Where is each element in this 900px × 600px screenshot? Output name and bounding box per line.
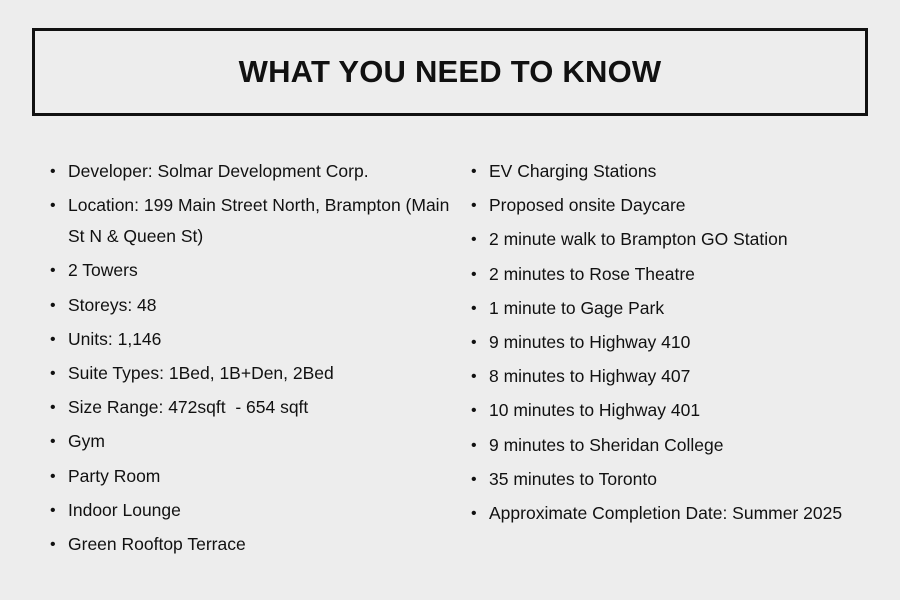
list-item-text: 8 minutes to Highway 407 — [489, 366, 691, 387]
list-item-text: 2 minute walk to Brampton GO Station — [489, 229, 788, 250]
list-item-text: Developer: Solmar Development Corp. — [68, 161, 369, 181]
list-item-text: Storeys: 48 — [68, 294, 157, 315]
right-feature-list — [471, 156, 851, 532]
bullet-icon: • — [50, 262, 56, 280]
bullet-icon: • — [50, 467, 56, 485]
list-item-text: 10 minutes to Highway 401 — [489, 400, 701, 421]
list-item-text: Size Range: 472sqft - 654 sqft — [68, 397, 309, 418]
bullet-icon: • — [50, 501, 56, 519]
list-item — [471, 464, 851, 495]
title-box — [32, 28, 868, 116]
list-item — [50, 324, 450, 355]
list-item-text: 35 minutes to Toronto — [489, 468, 657, 489]
left-feature-list — [50, 156, 450, 563]
list-item-text: 9 minutes to Highway 410 — [489, 331, 691, 352]
list-item-text: Approximate Completion Date: Summer 2025 — [489, 502, 843, 523]
list-item-text: 1 minute to Gage Park — [489, 297, 665, 318]
list-item — [471, 327, 851, 358]
bullet-icon: • — [50, 535, 56, 553]
list-item — [50, 392, 450, 423]
list-item — [471, 156, 851, 187]
list-item — [50, 426, 450, 457]
bullet-icon: • — [471, 333, 477, 351]
bullet-icon: • — [471, 197, 477, 215]
bullet-icon: • — [50, 163, 56, 180]
list-item-text: Suite Types: 1Bed, 1B+Den, 2Bed — [68, 362, 334, 383]
list-item — [50, 290, 450, 321]
bullet-icon: • — [50, 330, 56, 348]
bullet-icon: • — [471, 470, 477, 488]
list-item — [50, 461, 450, 492]
list-item — [50, 358, 450, 389]
list-item — [471, 498, 851, 529]
bullet-icon: • — [50, 364, 56, 382]
list-item — [471, 259, 851, 290]
list-item-text: Gym — [68, 431, 105, 452]
bullet-icon: • — [471, 231, 477, 249]
list-item-text: Location: 199 Main Street North, Brampton (Main St N & Queen St) — [68, 195, 450, 247]
list-item — [471, 430, 851, 461]
list-item-text: Green Rooftop Terrace — [68, 533, 246, 554]
list-item — [471, 190, 851, 221]
bullet-icon: • — [471, 504, 477, 522]
bullet-icon: • — [50, 197, 56, 215]
bullet-icon: • — [50, 296, 56, 314]
list-item-text: 2 Towers — [68, 260, 138, 281]
bullet-icon: • — [471, 163, 477, 180]
bullet-icon: • — [471, 436, 477, 454]
bullet-icon: • — [471, 368, 477, 386]
list-item-text: Proposed onsite Daycare — [489, 195, 686, 216]
bullet-icon: • — [471, 265, 477, 283]
bullet-icon: • — [50, 399, 56, 417]
list-item — [471, 361, 851, 392]
list-item-text: Party Room — [68, 465, 161, 486]
list-item — [50, 156, 450, 187]
list-item-text: Units: 1,146 — [68, 328, 162, 349]
list-item-text: 9 minutes to Sheridan College — [489, 434, 724, 455]
list-item — [471, 224, 851, 255]
list-item-text: Indoor Lounge — [68, 499, 181, 520]
page-title: WHAT YOU NEED TO KNOW — [238, 54, 662, 89]
list-item — [50, 255, 450, 286]
list-item — [50, 190, 450, 252]
list-item-text: EV Charging Stations — [489, 161, 657, 181]
bullet-icon: • — [471, 402, 477, 420]
list-item — [50, 495, 450, 526]
list-item — [471, 395, 851, 426]
list-item-text: 2 minutes to Rose Theatre — [489, 263, 695, 284]
list-item — [50, 529, 450, 560]
bullet-icon: • — [471, 299, 477, 317]
bullet-icon: • — [50, 433, 56, 451]
list-item — [471, 293, 851, 324]
